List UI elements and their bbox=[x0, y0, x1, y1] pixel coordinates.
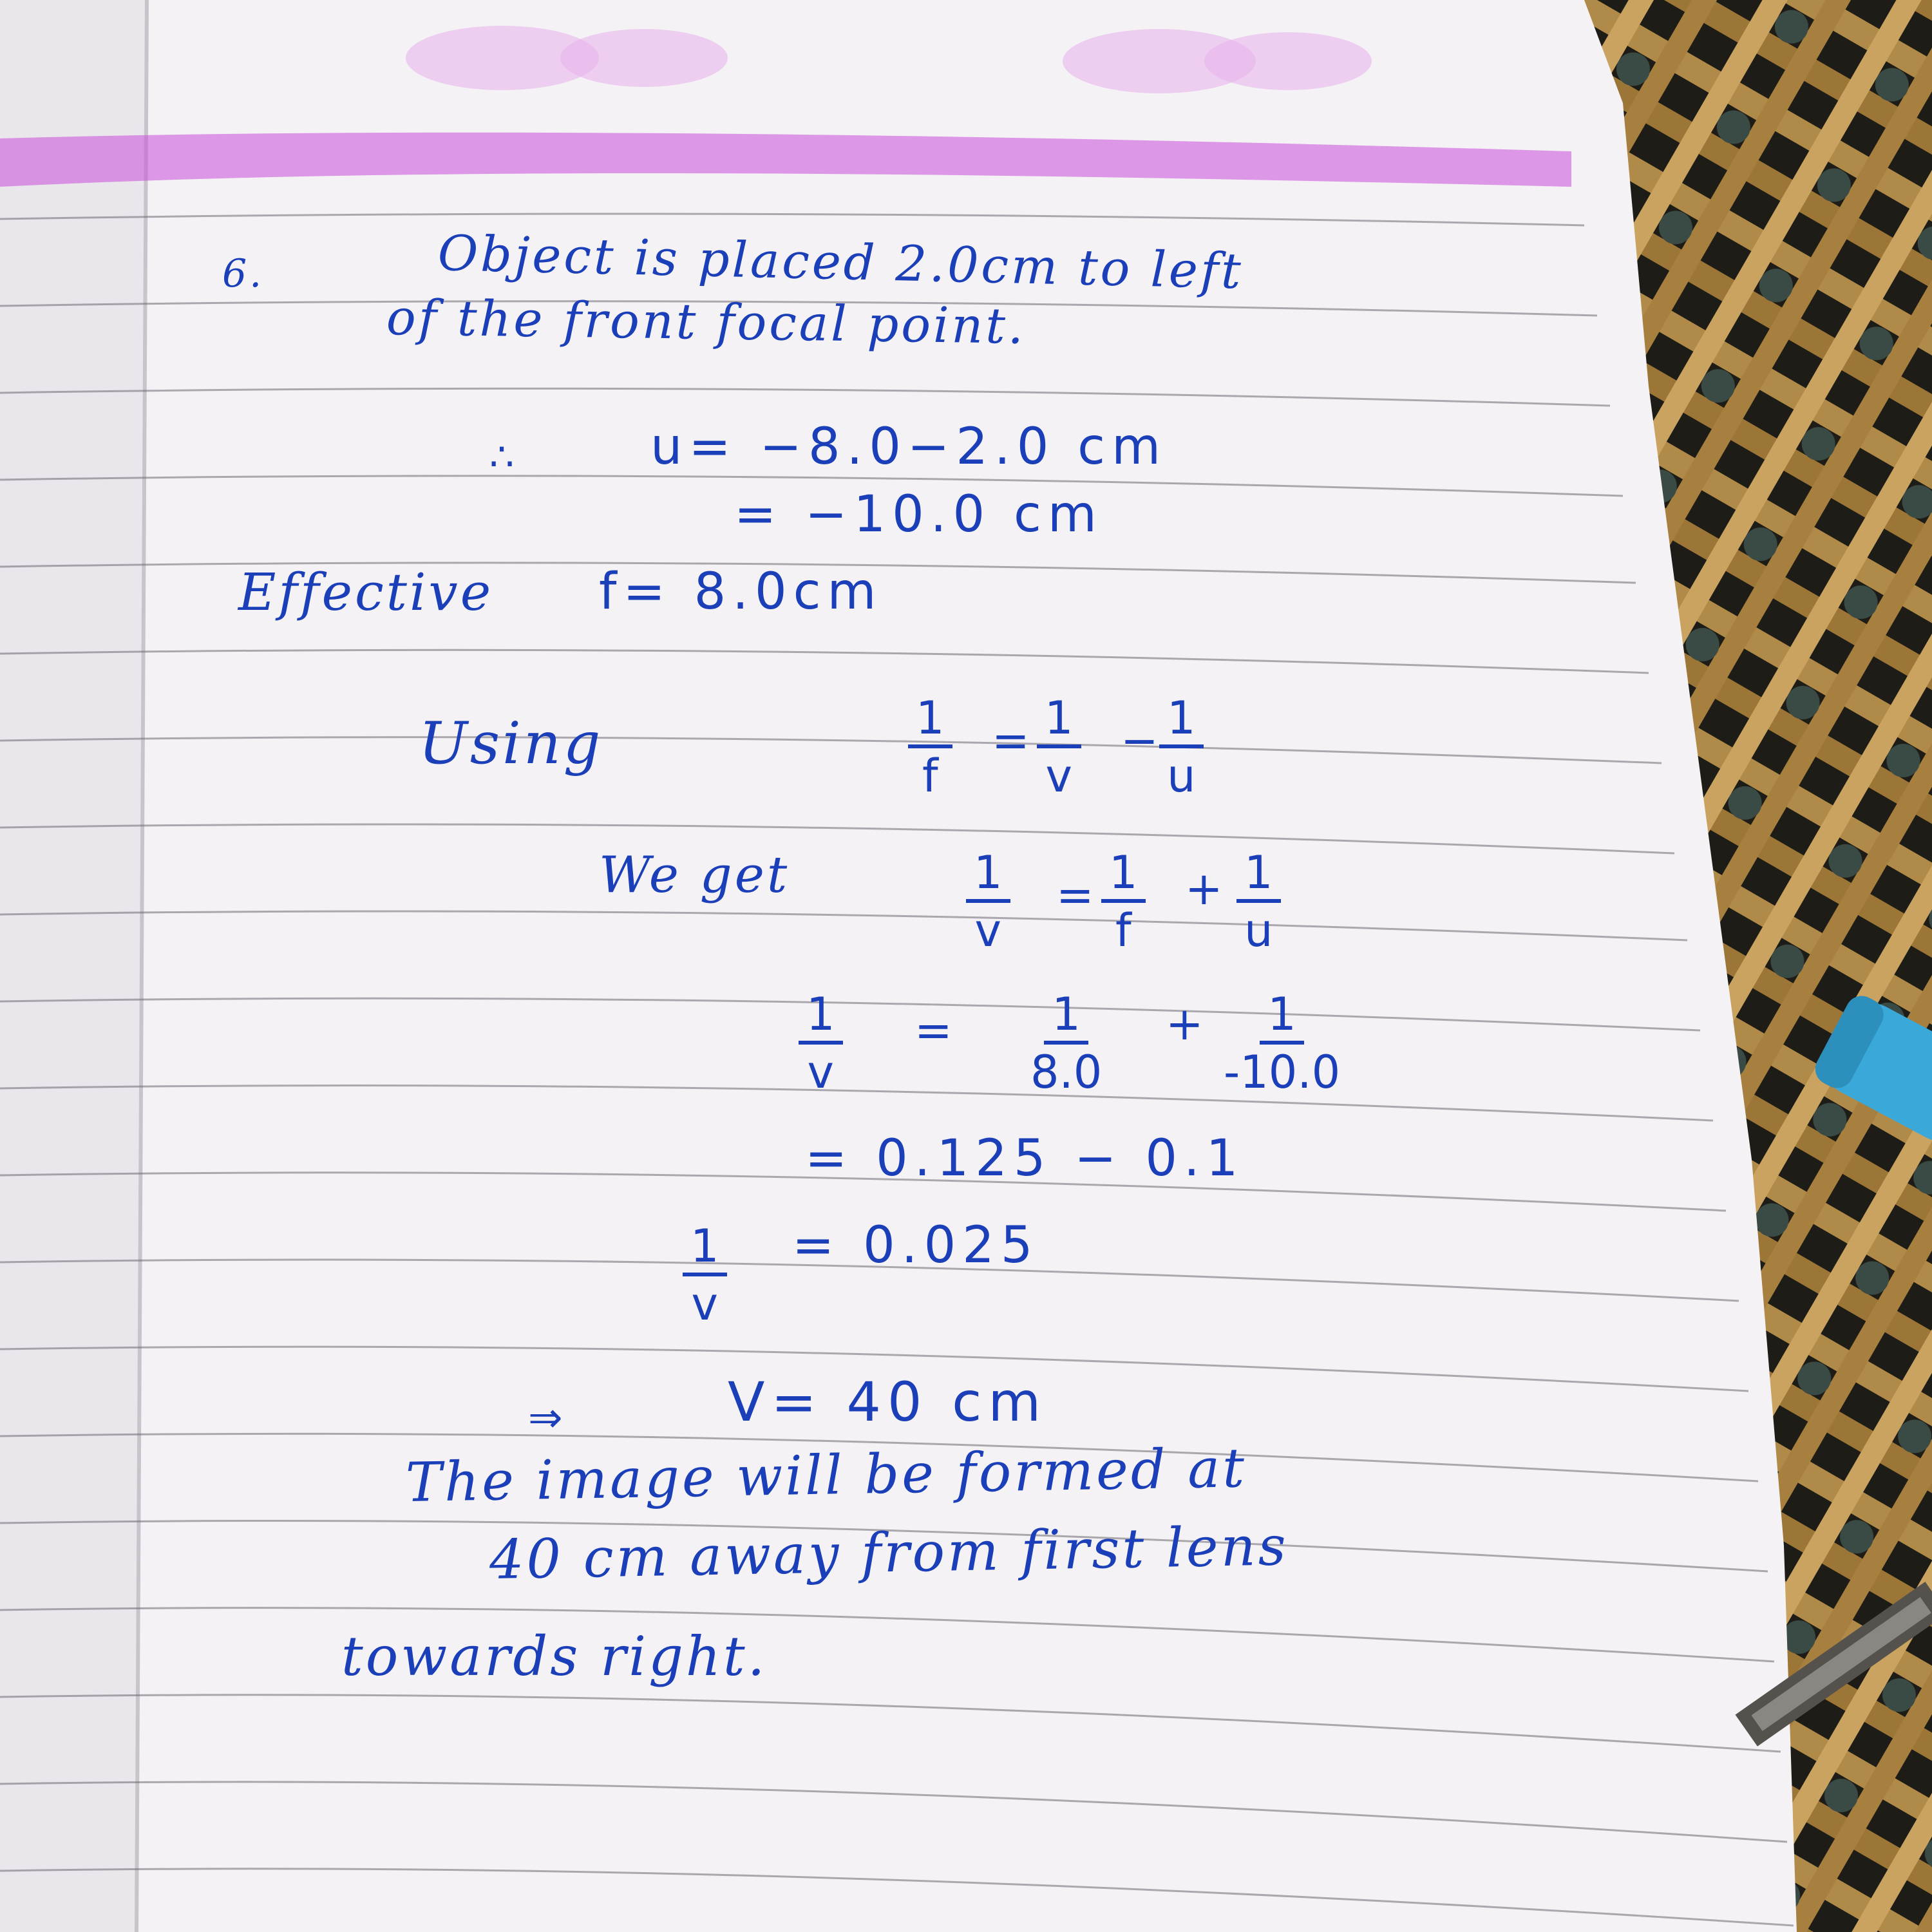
effective-label: Effective bbox=[238, 562, 494, 622]
substituted-v: $\frac{1}{v}$ bbox=[799, 992, 843, 1095]
substituted-f-value: $\frac{1}{8.0}$ bbox=[1030, 988, 1103, 1099]
substituted-equals: = bbox=[914, 1004, 952, 1057]
calculation-step-1: = 0.125 − 0.1 bbox=[805, 1130, 1245, 1188]
calculation-step-2-lhs: $\frac{1}{v}$ bbox=[683, 1224, 727, 1327]
final-result: V= 40 cm bbox=[728, 1370, 1048, 1434]
implies-arrow: ⇒ bbox=[528, 1394, 569, 1442]
lens-formula-u: $\frac{1}{u}$ bbox=[1159, 696, 1204, 799]
problem-line-2: of the front focal point. bbox=[386, 289, 1027, 355]
u-expression: u= −8.0−2.0 cm bbox=[650, 418, 1168, 476]
rearranged-f: $\frac{1}{f}$ bbox=[1101, 850, 1146, 953]
conclusion-line-3: towards right. bbox=[341, 1625, 768, 1688]
problem-line-1: Object is placed 2.0cm to left bbox=[437, 224, 1244, 300]
rearranged-equals: = bbox=[1056, 869, 1094, 922]
substituted-u-value: $\frac{1}{-10.0}$ bbox=[1224, 988, 1341, 1099]
effective-focal-length: f= 8.0cm bbox=[599, 563, 883, 621]
lens-formula-f: $\frac{1}{f}$ bbox=[908, 696, 952, 799]
using-label: Using bbox=[419, 710, 603, 777]
rearranged-v: $\frac{1}{v}$ bbox=[966, 850, 1010, 953]
substituted-plus: + bbox=[1166, 998, 1204, 1050]
u-result: = −10.0 cm bbox=[734, 486, 1103, 544]
lens-formula-v: $\frac{1}{v}$ bbox=[1037, 696, 1081, 799]
calculation-step-2-rhs: = 0.025 bbox=[792, 1217, 1039, 1274]
rearranged-u: $\frac{1}{u}$ bbox=[1236, 850, 1281, 953]
we-get-label: We get bbox=[599, 846, 790, 904]
lens-formula-equals: = bbox=[992, 714, 1030, 767]
lens-formula-minus: − bbox=[1121, 714, 1159, 767]
conclusion-line-1: The image will be formed at bbox=[405, 1436, 1247, 1514]
rearranged-plus: + bbox=[1185, 862, 1223, 915]
question-number: 6. bbox=[222, 251, 265, 296]
conclusion-line-2: 40 cm away from first lens bbox=[489, 1514, 1289, 1591]
therefore-symbol: ∴ bbox=[489, 435, 521, 480]
